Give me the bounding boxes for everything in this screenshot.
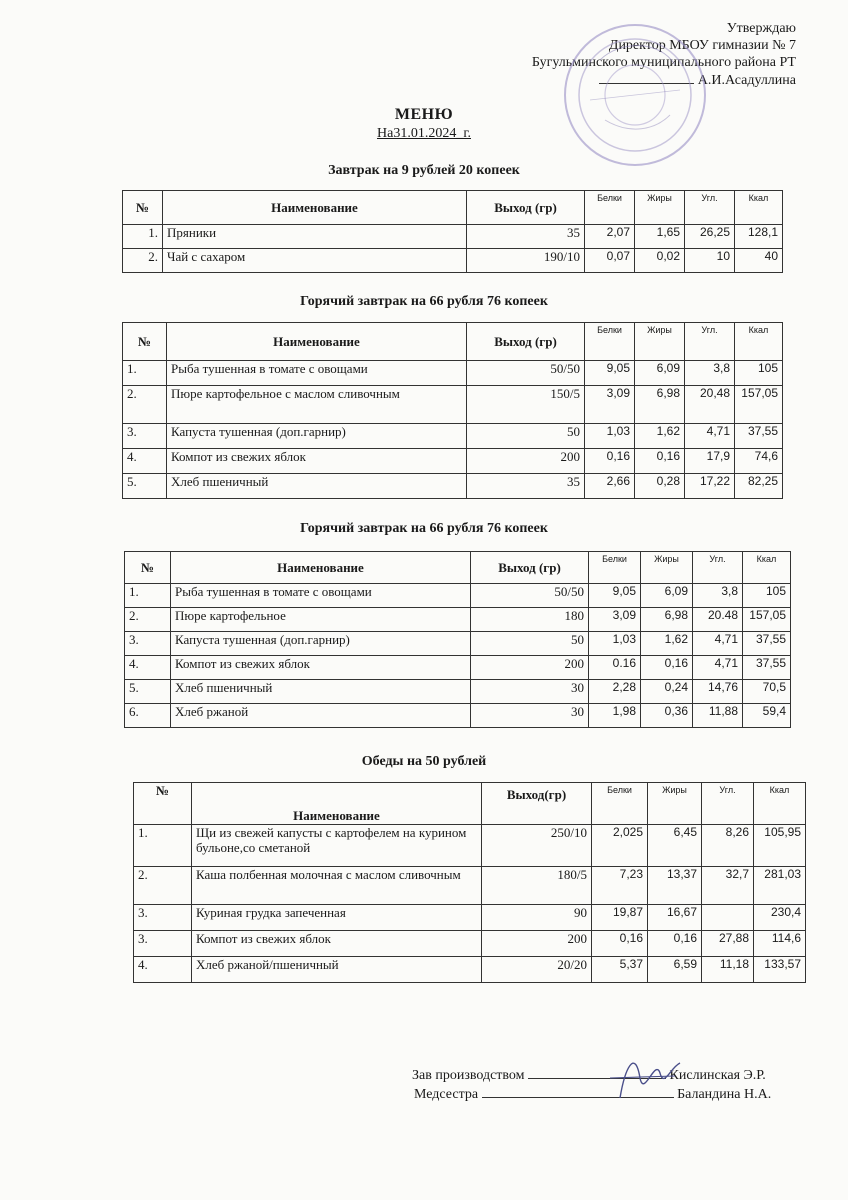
table-row: 3. Капуста тушенная (доп.гарнир) 50 1,03 1,62 4,71 37,55 [125,632,791,656]
table-header-row: № Наименование Выход (гр) Белки Жиры Угл. Ккал [125,552,791,584]
table-header-row: № Наименование Выход (гр) Белки Жиры Угл. Ккал [123,323,783,361]
table-row: 1. Рыба тушенная в томате с овощами 50/50 9,05 6,09 3,8 105 [125,584,791,608]
table-row: 1. Пряники 35 2,07 1,65 26,25 128,1 [123,225,783,249]
table-row: 1. Рыба тушенная в томате с овощами 50/50 9,05 6,09 3,8 105 [123,361,783,386]
footer-role-production: Зав производством [412,1068,525,1083]
table-row: 1. Щи из свежей капусты с картофелем на курином бульоне,со сметаной 250/10 2,025 6,45 8,26 105,95 [134,825,806,867]
hot-breakfast-table-2 [124,551,791,728]
footer-production-line [412,1066,766,1085]
table-row: 4. Компот из свежих яблок 200 0.16 0,16 4,71 37,55 [125,656,791,680]
table-row: 2. Пюре картофельное с маслом сливочным 150/5 3,09 6,98 20,48 157,05 [123,386,783,424]
approval-district: Бугульминского муниципального района РТ [531,55,796,70]
table-row: 2. Каша полбенная молочная с маслом сливочным 180/5 7,23 13,37 32,7 281,03 [134,867,806,905]
approval-signer: А.И.Асадуллина [697,73,796,88]
table-row: 5. Хлеб пшеничный 30 2,28 0,24 14,76 70,5 [125,680,791,704]
table-row: 4. Хлеб ржаной/пшеничный 20/20 5,37 6,59 11,18 133,57 [134,957,806,983]
table-row: 4. Компот из свежих яблок 200 0,16 0,16 17,9 74,6 [123,449,783,474]
table-row: 3. Капуста тушенная (доп.гарнир) 50 1,03 1,62 4,71 37,55 [123,424,783,449]
table-row: 2. Пюре картофельное 180 3,09 6,98 20.48 157,05 [125,608,791,632]
menu-date: На31.01.2024_г. [377,126,471,141]
hot-breakfast-table-1 [122,322,783,499]
breakfast-table [122,190,783,273]
table-row: 2. Чай с сахаром 190/10 0,07 0,02 10 40 [123,249,783,273]
page-title: МЕНЮ [394,106,454,123]
lunch-table [133,782,806,983]
footer-name-nurse: Баландина Н.А. [677,1087,772,1102]
table-header-row: № Наименование Выход(гр) Белки Жиры Угл. Ккал [134,783,806,825]
table-row: 3. Куриная грудка запеченная 90 19,87 16,67 230,4 [134,905,806,931]
section-heading-breakfast: Завтрак на 9 рублей 20 копеек [328,163,520,178]
table-row: 3. Компот из свежих яблок 200 0,16 0,16 27,88 114,6 [134,931,806,957]
round-stamp-icon [560,20,710,170]
approval-label: Утверждаю [726,21,796,36]
table-row: 6. Хлеб ржаной 30 1,98 0,36 11,88 59,4 [125,704,791,728]
section-heading-hot-breakfast-2: Горячий завтрак на 66 рубля 76 копеек [300,521,548,536]
footer-nurse-line [414,1085,771,1104]
section-heading-hot-breakfast-1: Горячий завтрак на 66 рубля 76 копеек [300,294,548,309]
footer-name-production: Кислинская Э.Р. [669,1068,766,1083]
table-row: 5. Хлеб пшеничный 35 2,66 0,28 17,22 82,25 [123,474,783,499]
footer-role-nurse: Медсестра [414,1087,479,1102]
section-heading-lunch: Обеды на 50 рублей [361,754,487,769]
approval-position: Директор МБОУ гимназии № 7 [608,38,796,53]
table-header-row: № Наименование Выход (гр) Белки Жиры Угл. Ккал [123,191,783,225]
handwritten-signature-icon [600,1038,690,1108]
